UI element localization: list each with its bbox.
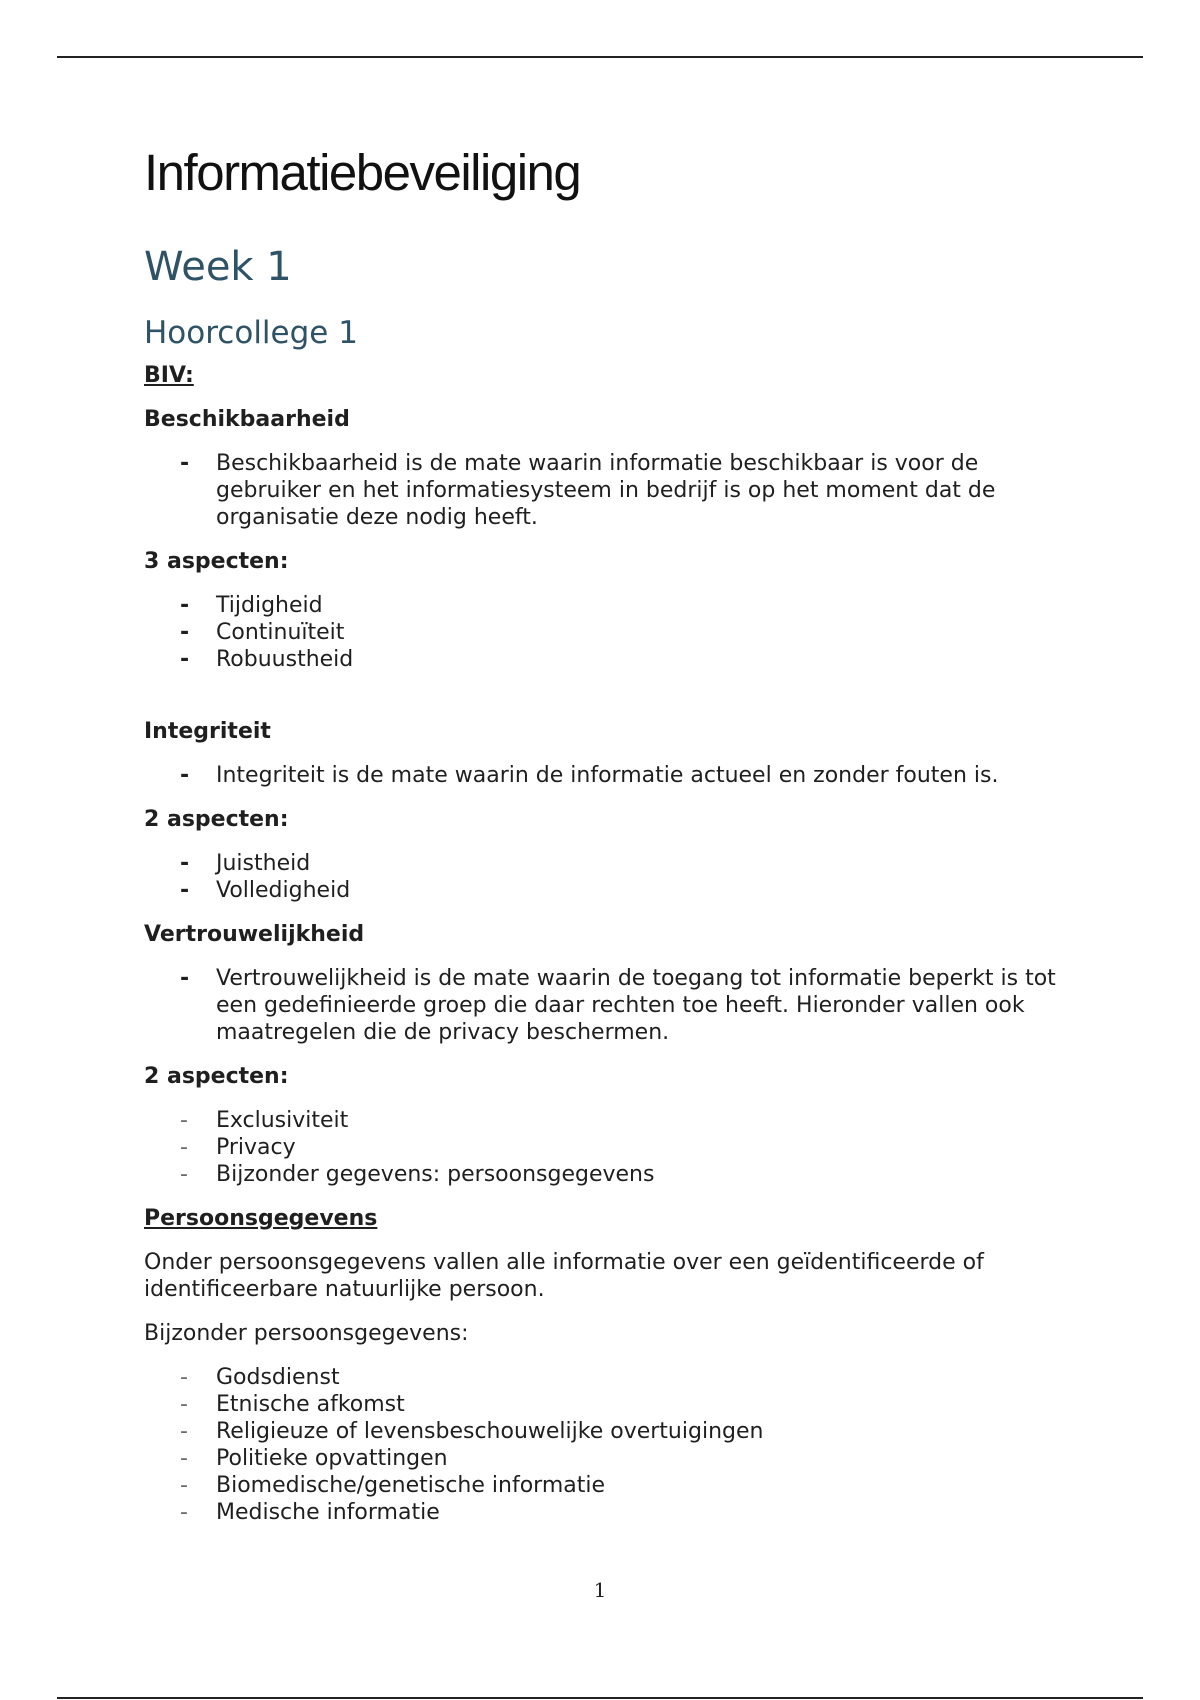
list-item [144, 965, 1086, 1046]
vertrouwelijkheid-aspects-list [144, 1107, 1044, 1188]
persoonsgegevens-heading: Persoonsgegevens [144, 1206, 378, 1231]
week-heading: Week 1 [144, 244, 292, 290]
beschikbaarheid-aspects-list [144, 592, 1044, 673]
list-item [144, 1134, 1086, 1161]
aspect-item: Robuustheid [216, 647, 354, 672]
vertrouwelijkheid-heading: Vertrouwelijkheid [144, 922, 365, 947]
bijzonder-persoonsgegevens-list [144, 1364, 1044, 1526]
document-body [144, 362, 1056, 1543]
document-title: Informatiebeveiliging [144, 144, 581, 201]
list-item [144, 450, 1086, 531]
aspect-item: Continuïteit [216, 620, 345, 645]
special-item: Biomedische/genetische informatie [216, 1473, 606, 1498]
aspect-item: Juistheid [216, 851, 311, 876]
dash-bullet: - [180, 763, 190, 788]
dash-bullet: - [180, 620, 190, 645]
dash-bullet: - [180, 1446, 188, 1471]
dash-bullet: - [180, 1162, 188, 1187]
special-item: Medische informatie [216, 1500, 440, 1525]
list-item [144, 1499, 1086, 1526]
page-number: 1 [593, 1578, 607, 1602]
aspect-item: Exclusiviteit [216, 1108, 349, 1133]
dash-bullet: - [180, 1500, 188, 1525]
lecture-heading: Hoorcollege 1 [144, 315, 358, 351]
bijzonder-persoonsgegevens-label: Bijzonder persoonsgegevens: [144, 1321, 469, 1346]
list-item [144, 877, 1086, 904]
list-item [144, 646, 1086, 673]
list-item [144, 1161, 1086, 1188]
aspect-item: Privacy [216, 1135, 296, 1160]
beschikbaarheid-heading: Beschikbaarheid [144, 407, 350, 432]
list-item [144, 592, 1086, 619]
list-item [144, 1418, 1086, 1445]
aspect-item: Volledigheid [216, 878, 351, 903]
integriteit-aspects-list [144, 850, 1044, 904]
aspect-item: Bijzonder gegevens: persoonsgegevens [216, 1162, 655, 1187]
aspect-item: Tijdigheid [216, 593, 323, 618]
list-item [144, 1107, 1086, 1134]
dash-bullet: - [180, 1392, 188, 1417]
list-item [144, 850, 1086, 877]
dash-bullet: - [180, 1135, 188, 1160]
dash-bullet: - [180, 593, 190, 618]
dash-bullet: - [180, 451, 190, 476]
integriteit-definition-list [144, 762, 1044, 789]
beschikbaarheid-aspects-label: 3 aspecten: [144, 549, 289, 574]
vertrouwelijkheid-definition: Vertrouwelijkheid is de mate waarin de toegang tot informatie beperkt is tot een gedefinieerde groep die daar rechten toe heeft. Hieronder vallen ook maatregelen die de privacy beschermen. [216, 966, 1056, 1045]
list-item [144, 1445, 1086, 1472]
integriteit-aspects-label: 2 aspecten: [144, 807, 289, 832]
dash-bullet: - [180, 966, 190, 991]
beschikbaarheid-definition: Beschikbaarheid is de mate waarin informatie beschikbaar is voor de gebruiker en het informatiesysteem in bedrijf is op het moment dat de organisatie deze nodig heeft. [216, 451, 996, 530]
spacer [144, 690, 1044, 718]
dash-bullet: - [180, 1365, 188, 1390]
list-item [144, 1472, 1086, 1499]
biv-label: BIV: [144, 363, 194, 388]
dash-bullet: - [180, 1108, 188, 1133]
special-item: Etnische afkomst [216, 1392, 405, 1417]
vertrouwelijkheid-definition-list [144, 965, 1056, 1046]
integriteit-definition: Integriteit is de mate waarin de informatie actueel en zonder fouten is. [216, 763, 999, 788]
vertrouwelijkheid-aspects-label: 2 aspecten: [144, 1064, 289, 1089]
list-item [144, 619, 1086, 646]
list-item [144, 1364, 1086, 1391]
list-item [144, 1391, 1086, 1418]
list-item [144, 762, 1086, 789]
dash-bullet: - [180, 1419, 188, 1444]
special-item: Godsdienst [216, 1365, 340, 1390]
dash-bullet: - [180, 851, 190, 876]
persoonsgegevens-definition: Onder persoonsgegevens vallen alle informatie over een geïdentificeerde of identificeerbare natuurlijke persoon. [144, 1250, 984, 1302]
beschikbaarheid-definition-list [144, 450, 1044, 531]
dash-bullet: - [180, 878, 190, 903]
special-item: Politieke opvattingen [216, 1446, 448, 1471]
header-rule [57, 56, 1143, 58]
dash-bullet: - [180, 1473, 188, 1498]
dash-bullet: - [180, 647, 190, 672]
integriteit-heading: Integriteit [144, 719, 271, 744]
special-item: Religieuze of levensbeschouwelijke overtuigingen [216, 1419, 764, 1444]
footer-rule [57, 1697, 1143, 1699]
